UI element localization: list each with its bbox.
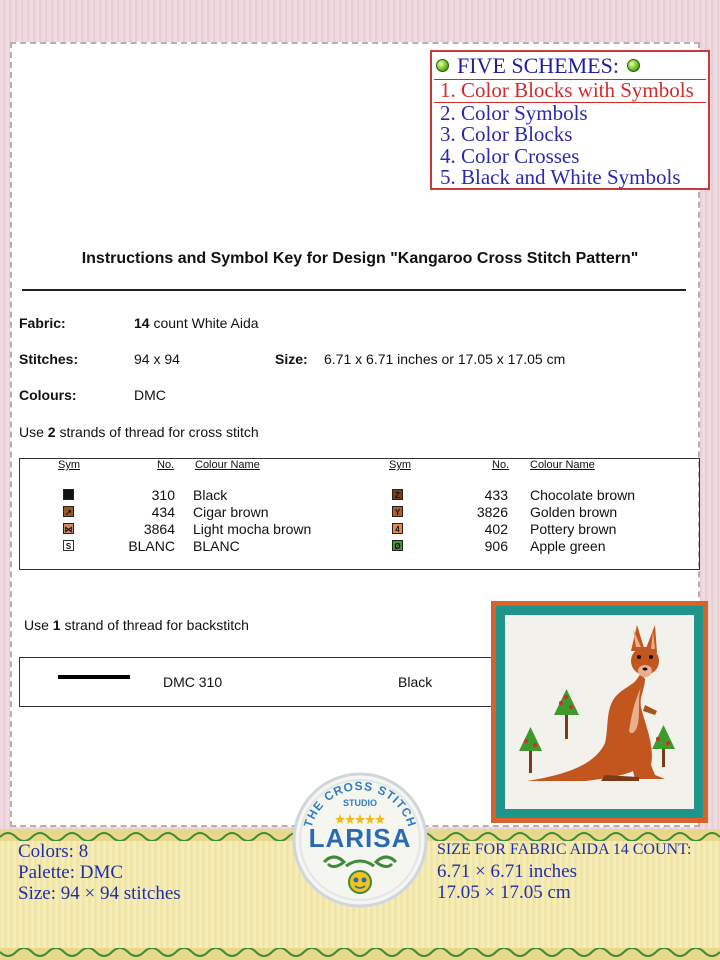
thread-name: Cigar brown: [193, 504, 269, 520]
backstitch-strand-count: 1: [52, 617, 61, 633]
fabric-value: [134, 315, 259, 331]
thread-number: 434: [151, 504, 175, 520]
scheme-item-color-blocks[interactable]: 3. Color Blocks: [440, 122, 573, 146]
title-divider: [22, 289, 686, 291]
footer-size-cm: 17.05 × 17.05 cm: [437, 882, 571, 903]
symbol-swatch: ↗: [63, 506, 74, 517]
symbol-swatch: Ø: [392, 540, 403, 551]
cross-strand-count: 2: [47, 424, 56, 440]
scheme-item-color-symbols[interactable]: 2. Color Symbols: [440, 100, 588, 125]
ornament-border-bottom: [0, 948, 720, 960]
scheme-item-color-blocks-symbols[interactable]: 1. Color Blocks with Symbols: [434, 79, 706, 103]
note-text: strand of thread for backstitch: [64, 617, 249, 633]
fabric-count: 14: [134, 315, 150, 331]
thread-name: BLANC: [193, 538, 240, 554]
bug-mascot-icon: [349, 871, 371, 893]
kangaroo-illustration: [505, 615, 686, 801]
footer-size-inches: 6.71 × 6.71 inches: [437, 861, 578, 882]
tree-icon: [652, 725, 675, 767]
cross-stitch-note: [19, 424, 259, 440]
size-label: Size:: [275, 351, 308, 367]
symbol-swatch: 4: [392, 523, 403, 534]
symbol-swatch: Z: [392, 489, 403, 500]
schemes-box: [430, 50, 710, 190]
kangaroo-figure: [527, 625, 665, 781]
backstitch-line-sample: [58, 675, 130, 679]
schemes-heading: [432, 52, 708, 79]
backstitch-dmc: DMC 310: [163, 674, 223, 690]
header-colour-name: Colour Name: [195, 459, 260, 471]
symbol-swatch: S: [63, 540, 74, 551]
thread-number: BLANC: [128, 538, 175, 554]
colours-value: DMC: [134, 387, 166, 403]
symbol-swatch: [63, 489, 74, 500]
larisa-studio-logo: [290, 770, 430, 910]
note-text: strands of thread for cross stitch: [59, 424, 259, 440]
thread-number: 402: [484, 521, 508, 537]
footer-colors: Colors: 8: [18, 841, 89, 862]
thread-name: Apple green: [530, 538, 606, 554]
logo-arc-text: THE CROSS STITCH: [300, 778, 420, 830]
thread-name: Pottery brown: [530, 521, 617, 537]
backstitch-note: [24, 617, 249, 633]
thread-name: Light mocha brown: [193, 521, 312, 537]
scheme-item-color-crosses[interactable]: 4. Color Crosses: [440, 143, 580, 168]
header-no-right: No.: [492, 459, 510, 471]
footer-palette: Palette: DMC: [18, 862, 124, 883]
logo-studio: STUDIO: [342, 798, 378, 808]
backstitch-colour: Black: [398, 674, 433, 690]
colours-label: Colours:: [19, 387, 77, 403]
thread-number: 3826: [476, 504, 508, 520]
tree-icon: [554, 689, 579, 739]
thread-number: 3864: [143, 521, 175, 537]
pattern-preview: [491, 601, 708, 823]
size-value: 6.71 x 6.71 inches or 17.05 x 17.05 cm: [324, 351, 566, 367]
tree-icon: [519, 727, 542, 773]
footer-size: Size: 94 × 94 stitches: [18, 883, 181, 904]
thread-name: Golden brown: [530, 504, 618, 520]
scheme-item-bw-symbols[interactable]: 5. Black and White Symbols: [440, 165, 681, 189]
thread-name: Chocolate brown: [530, 487, 636, 503]
symbol-swatch: Y: [392, 506, 403, 517]
preview-canvas: [505, 615, 694, 809]
stitches-label: Stitches:: [19, 351, 79, 367]
thread-number: 310: [151, 487, 175, 503]
thread-number: 433: [484, 487, 508, 503]
preview-frame: [496, 606, 703, 818]
note-use: Use: [24, 617, 49, 633]
header-colour-name-right: Colour Name: [530, 459, 595, 471]
header-sym: Sym: [58, 459, 80, 471]
logo-brand: LARISA: [308, 823, 412, 853]
fabric-label: Fabric:: [19, 315, 66, 331]
green-bullet-icon: [627, 59, 640, 72]
backstitch-table: [19, 657, 539, 707]
symbol-key-table: [19, 458, 700, 570]
thread-number: 906: [484, 538, 508, 554]
thread-name: Black: [193, 487, 228, 503]
footer-fabric-heading: SIZE FOR FABRIC AIDA 14 COUNT:: [437, 841, 692, 858]
header-no: No.: [157, 459, 175, 471]
symbol-swatch: ⋈: [64, 525, 73, 534]
fabric-type: count White Aida: [153, 315, 259, 331]
stitches-value: 94 x 94: [134, 351, 180, 367]
header-sym-right: Sym: [389, 459, 411, 471]
page-title: Instructions and Symbol Key for Design "Kangaroo Cross Stitch Pattern": [81, 250, 639, 267]
green-bullet-icon: [436, 59, 449, 72]
note-use: Use: [19, 424, 44, 440]
schemes-heading-text: FIVE SCHEMES:: [457, 52, 619, 78]
